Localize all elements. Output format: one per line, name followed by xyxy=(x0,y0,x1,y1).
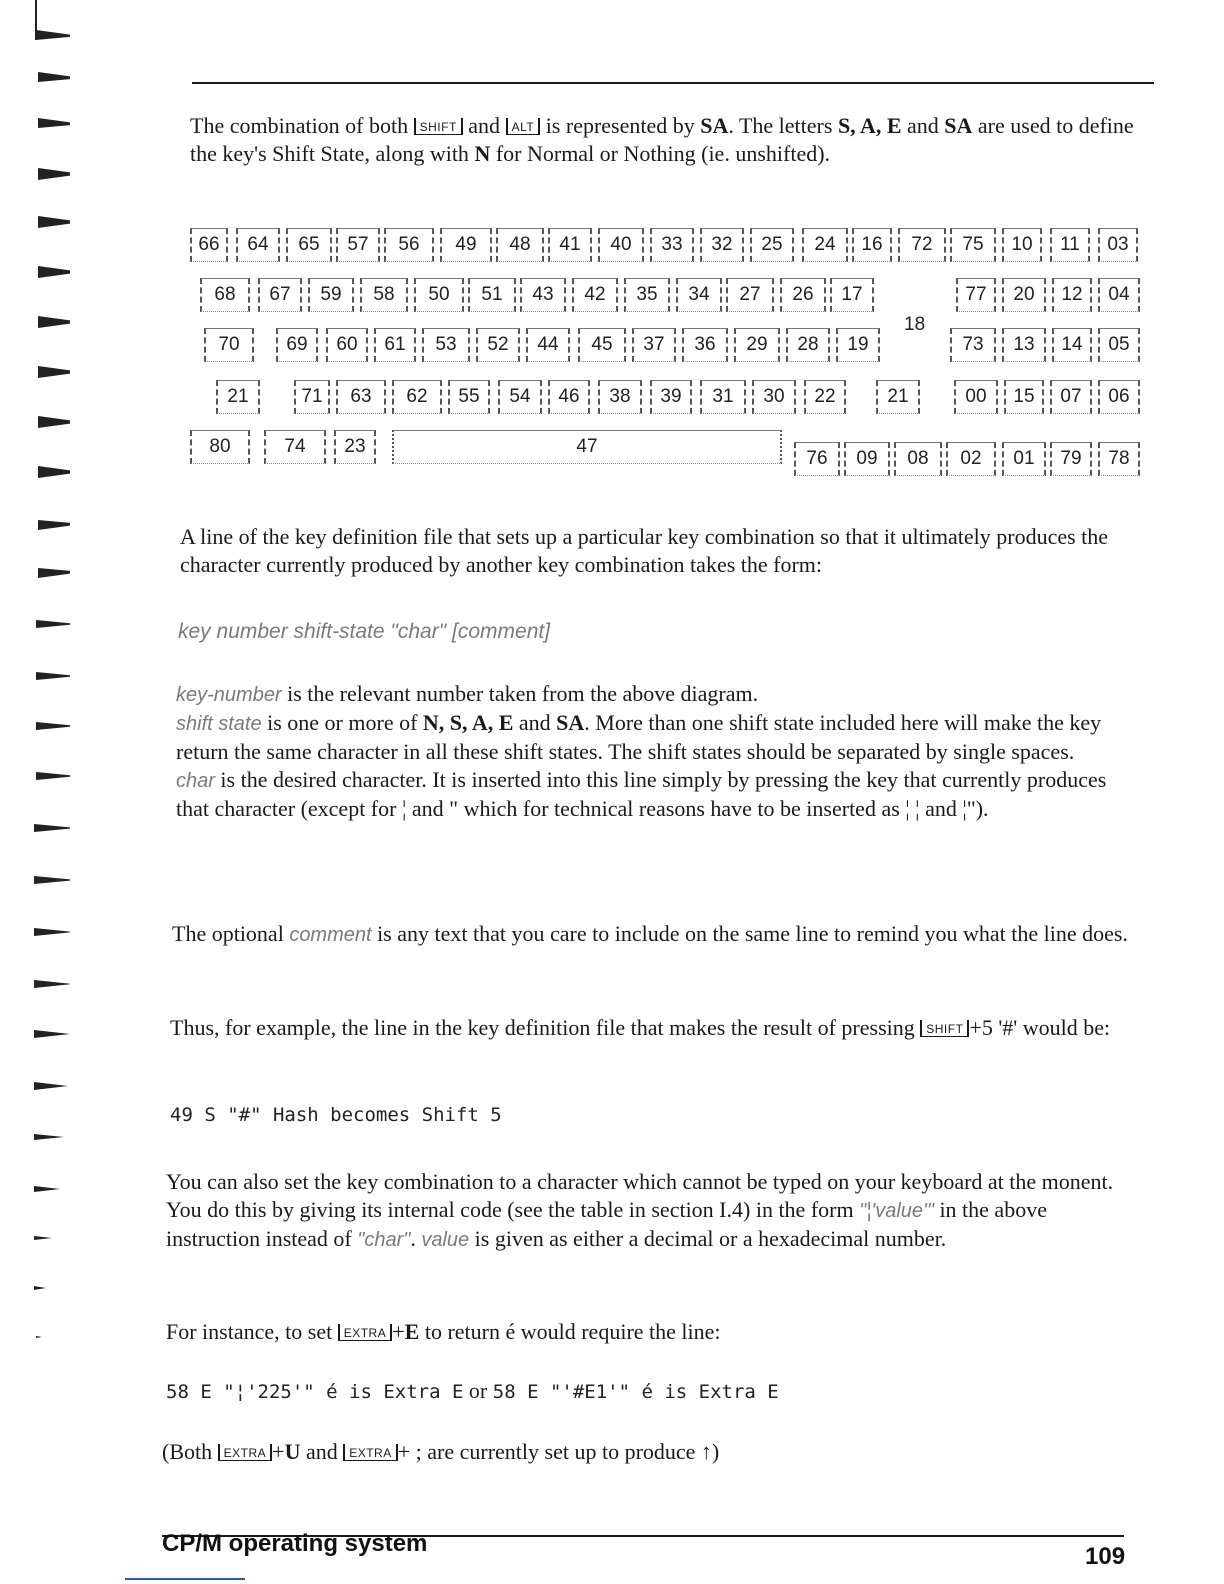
intro-paragraph: The combination of both SHIFT and ALT is represented by SA. The letters S, A, E and SA are used to define the key's Shift State, along with N for Normal or Nothing (ie. unshifted). xyxy=(190,113,1134,166)
key-number: 20 xyxy=(1002,278,1046,312)
key-number: 14 xyxy=(1052,328,1092,362)
term-key-number: key-number xyxy=(176,684,282,706)
both-paragraph: (Both EXTRA +U and EXTRA + ; are currently set up to produce ↑) xyxy=(162,1439,720,1464)
internal-code-paragraph: You can also set the key combination to a character which cannot be typed on your keyboard at the monent. You do this by giving its internal code (see the table in section I.4) in the form "¦'value'" in the above instruction instead of "char". value is given as either a decimal or a hexadecimal number. xyxy=(166,1169,1114,1251)
key-number: 47 xyxy=(392,430,782,464)
key-number: 60 xyxy=(326,328,368,362)
key-number: 04 xyxy=(1098,278,1140,312)
keyboard-diagram xyxy=(180,210,1150,490)
key-number: 42 xyxy=(572,278,618,312)
key-number: 39 xyxy=(650,380,692,414)
key-number: 35 xyxy=(624,278,670,312)
example-code-line: 49 S "#" Hash becomes Shift 5 xyxy=(170,1104,502,1126)
key-number: 27 xyxy=(726,278,774,312)
key-number: 38 xyxy=(598,380,642,414)
key-number: 03 xyxy=(1098,228,1138,262)
key-number: 66 xyxy=(190,228,228,262)
key-number: 31 xyxy=(700,380,746,414)
key-number: 53 xyxy=(422,328,470,362)
keyboard-row-2 xyxy=(180,278,1150,322)
key-number: 28 xyxy=(786,328,830,362)
key-number: 12 xyxy=(1052,278,1092,312)
instance-paragraph: For instance, to set EXTRA +E to return é would require the line: xyxy=(166,1319,721,1344)
key-number: 48 xyxy=(496,228,544,262)
key-number: 10 xyxy=(1002,228,1042,262)
key-number: 69 xyxy=(276,328,318,362)
key-number: 72 xyxy=(898,228,946,262)
key-number: 07 xyxy=(1050,380,1092,414)
example-code-line-2: 58 E "¦'225'" é is Extra E or 58 E "'#E1'" é is Extra E xyxy=(166,1378,779,1403)
key-number: 00 xyxy=(954,380,998,414)
shift-key-icon: SHIFT xyxy=(920,1020,969,1037)
key-number: 05 xyxy=(1098,328,1140,362)
alt-key-icon: ALT xyxy=(506,118,541,135)
key-number: 79 xyxy=(1050,442,1092,476)
key-number: 59 xyxy=(308,278,354,312)
keyboard-row-4 xyxy=(180,380,1150,424)
key-number: 61 xyxy=(374,328,416,362)
key-number: 16 xyxy=(852,228,892,262)
key-number: 17 xyxy=(830,278,874,312)
key-number: 24 xyxy=(802,228,848,262)
key-number: 18 xyxy=(904,314,926,335)
key-number: 34 xyxy=(676,278,722,312)
key-number: 13 xyxy=(1002,328,1046,362)
binding-edge-marks xyxy=(0,0,70,1584)
key-number: 50 xyxy=(414,278,464,312)
key-number: 06 xyxy=(1098,380,1140,414)
key-number: 51 xyxy=(468,278,516,312)
key-number: 55 xyxy=(448,380,490,414)
key-number: 71 xyxy=(294,380,330,414)
key-number: 32 xyxy=(700,228,744,262)
key-number: 40 xyxy=(598,228,644,262)
keyboard-row-3 xyxy=(180,328,1150,372)
shift-key-icon: SHIFT xyxy=(414,118,463,135)
key-number: 23 xyxy=(334,430,376,464)
key-number: 22 xyxy=(804,380,846,414)
key-number: 26 xyxy=(780,278,826,312)
key-number: 02 xyxy=(946,442,996,476)
key-number: 21 xyxy=(216,380,260,414)
key-number: 64 xyxy=(236,228,280,262)
key-number: 43 xyxy=(520,278,566,312)
key-number: 52 xyxy=(476,328,520,362)
key-number: 33 xyxy=(650,228,694,262)
term-shift-state: shift state xyxy=(176,713,262,735)
term-char: char xyxy=(176,770,215,792)
key-number: 15 xyxy=(1004,380,1044,414)
key-number: 75 xyxy=(950,228,996,262)
key-number: 49 xyxy=(440,228,492,262)
key-number: 36 xyxy=(682,328,728,362)
key-number: 44 xyxy=(526,328,570,362)
key-number: 74 xyxy=(264,430,326,464)
key-number: 62 xyxy=(392,380,442,414)
keyboard-row-5 xyxy=(180,430,1150,474)
key-number: 80 xyxy=(190,430,250,464)
extra-key-icon: EXTRA xyxy=(343,1444,398,1461)
key-number: 67 xyxy=(258,278,302,312)
extra-key-icon: EXTRA xyxy=(338,1324,393,1341)
extra-key-icon: EXTRA xyxy=(218,1444,273,1461)
key-number: 19 xyxy=(836,328,880,362)
key-number: 46 xyxy=(548,380,590,414)
key-number: 08 xyxy=(894,442,942,476)
key-number: 70 xyxy=(204,328,254,362)
key-number: 65 xyxy=(286,228,332,262)
key-number: 41 xyxy=(548,228,592,262)
keyboard-row-1 xyxy=(180,228,1150,272)
key-number: 25 xyxy=(750,228,794,262)
key-number: 09 xyxy=(844,442,890,476)
key-number: 01 xyxy=(1002,442,1046,476)
example-paragraph: Thus, for example, the line in the key definition file that makes the result of pressing SHIFT +5 '#' would be: xyxy=(170,1015,1111,1040)
key-number: 57 xyxy=(336,228,380,262)
key-number: 11 xyxy=(1050,228,1090,262)
definition-list: key-number is the relevant number taken from the above diagram. shift state is one or more of N, S, A, E and SA. More than one shift state included here will make the key return the same character in all these shift states. The shift states should be separated by single spaces. char is the desired character. It is inserted into this line simply by pressing the key that currently produces that character (except for ¦ and " which for technical reasons have to be inserted as ¦ ¦ and ¦"). xyxy=(176,681,1107,821)
key-number: 21 xyxy=(876,380,920,414)
key-number: 73 xyxy=(950,328,996,362)
key-number: 78 xyxy=(1098,442,1140,476)
key-number: 30 xyxy=(752,380,796,414)
footer-title: CP/M operating system xyxy=(162,1530,428,1557)
key-number: 45 xyxy=(578,328,626,362)
key-number: 56 xyxy=(384,228,434,262)
key-number: 54 xyxy=(498,380,542,414)
syntax-line: key number shift-state "char" [comment] xyxy=(178,620,551,643)
key-number: 58 xyxy=(360,278,408,312)
top-rule xyxy=(192,82,1154,84)
key-number: 76 xyxy=(794,442,840,476)
key-number: 68 xyxy=(200,278,250,312)
footer-underline xyxy=(125,1578,245,1580)
key-number: 29 xyxy=(734,328,780,362)
page-number: 109 xyxy=(1085,1543,1126,1570)
comment-paragraph: The optional comment is any text that you care to include on the same line to remind you what the line does. xyxy=(172,921,1128,946)
key-number: 63 xyxy=(336,380,386,414)
form-paragraph: A line of the key definition file that sets up a particular key combination so that it ultimately produces the character currently produced by another key combination takes the form: xyxy=(180,524,1109,577)
key-number: 37 xyxy=(632,328,676,362)
key-number: 77 xyxy=(956,278,996,312)
